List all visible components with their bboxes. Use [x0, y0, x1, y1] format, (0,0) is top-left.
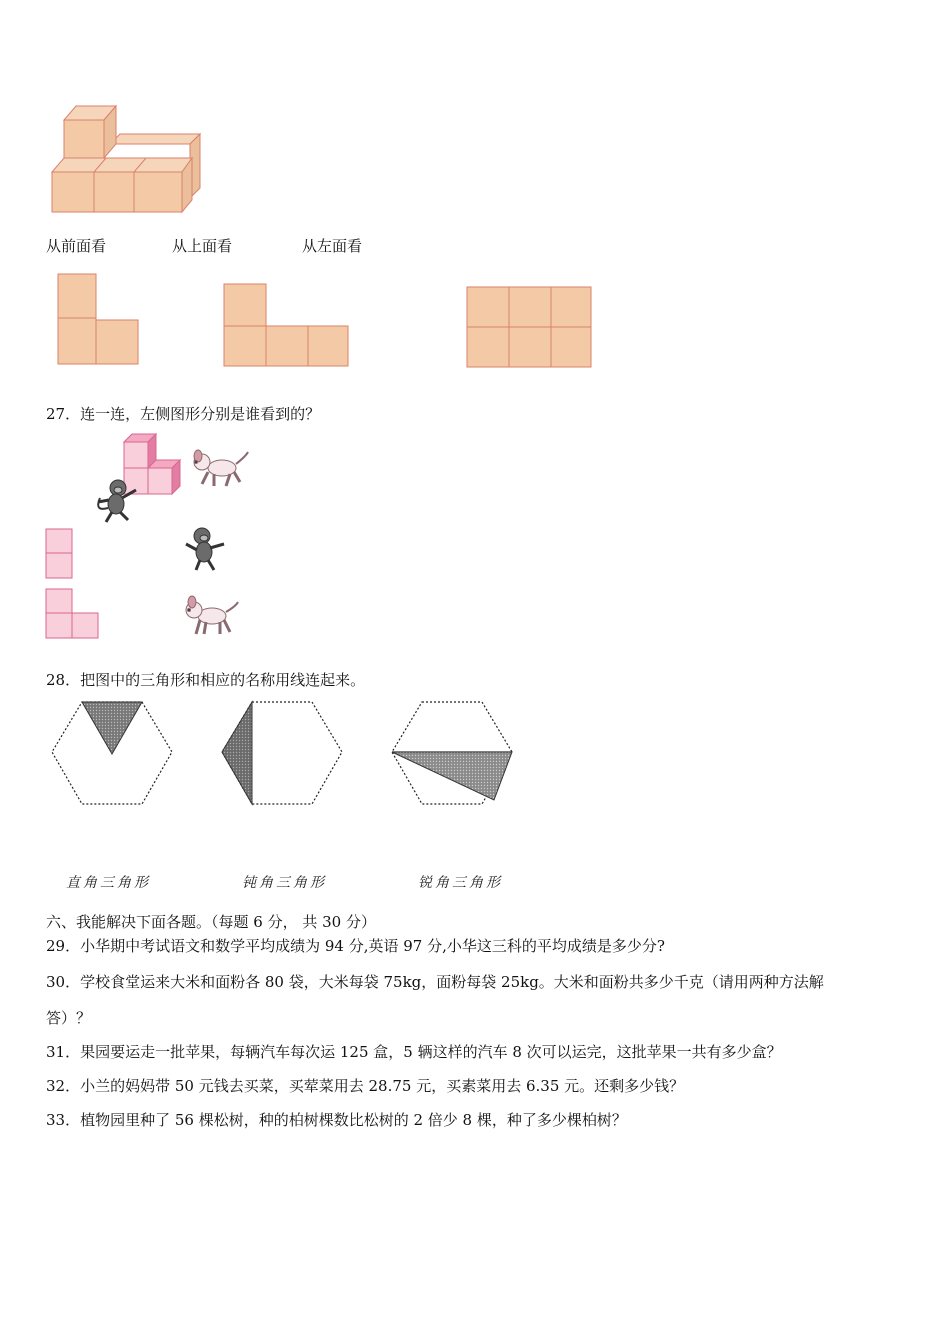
question-30-continued: 答）？	[46, 1009, 92, 1027]
l-view-shape	[45, 588, 101, 642]
monkey-icon	[180, 526, 230, 572]
view-label-front: 从前面看	[46, 237, 107, 255]
triangle-name-right: 直角三角形	[66, 875, 151, 891]
hexagon-figure-2	[220, 700, 345, 810]
tall-view-shape	[45, 528, 75, 582]
section-6-heading: 六、我能解决下面各题。（每题 6 分， 共 30 分）	[46, 913, 376, 931]
top-view-shape	[222, 282, 352, 370]
question-29: 29．小华期中考试语文和数学平均成绩为 94 分,英语 97 分,小华这三科的平均成绩是多少分?	[46, 937, 665, 955]
view-label-left: 从左面看	[302, 237, 363, 255]
front-view-shape	[56, 272, 146, 368]
monkey-icon	[92, 478, 142, 524]
question-30: 30．学校食堂运来大米和面粉各 80 袋，大米每袋 75kg，面粉每袋 25kg。大米和面粉共多少千克（请用两种方法解	[46, 973, 824, 991]
dog-icon	[180, 596, 242, 640]
left-view-shape	[466, 286, 596, 370]
hexagon-figure-1	[50, 700, 175, 810]
hexagon-figure-3	[390, 700, 515, 810]
question-32: 32．小兰的妈妈带 50 元钱去买菜，买荤菜用去 28.75 元，买素菜用去 6.35 元。还剩多少钱？	[46, 1077, 685, 1095]
question-31: 31．果园要运走一批苹果，每辆汽车每次运 125 盒，5 辆这样的汽车 8 次可以运完，这批苹果一共有多少盒？	[46, 1043, 782, 1061]
question-33: 33．植物园里种了 56 棵松树，种的柏树棵数比松树的 2 倍少 8 棵，种了多少棵柏树？	[46, 1111, 627, 1129]
question-28: 28．把图中的三角形和相应的名称用线连起来。	[46, 671, 366, 689]
triangle-name-obtuse: 钝角三角形	[242, 875, 327, 891]
dog-icon	[188, 448, 250, 492]
question-27: 27．连一连，左侧图形分别是谁看到的？	[46, 405, 321, 423]
triangle-name-acute: 锐角三角形	[418, 875, 503, 891]
view-label-top: 从上面看	[172, 237, 233, 255]
cube-3d-figure	[50, 100, 210, 220]
